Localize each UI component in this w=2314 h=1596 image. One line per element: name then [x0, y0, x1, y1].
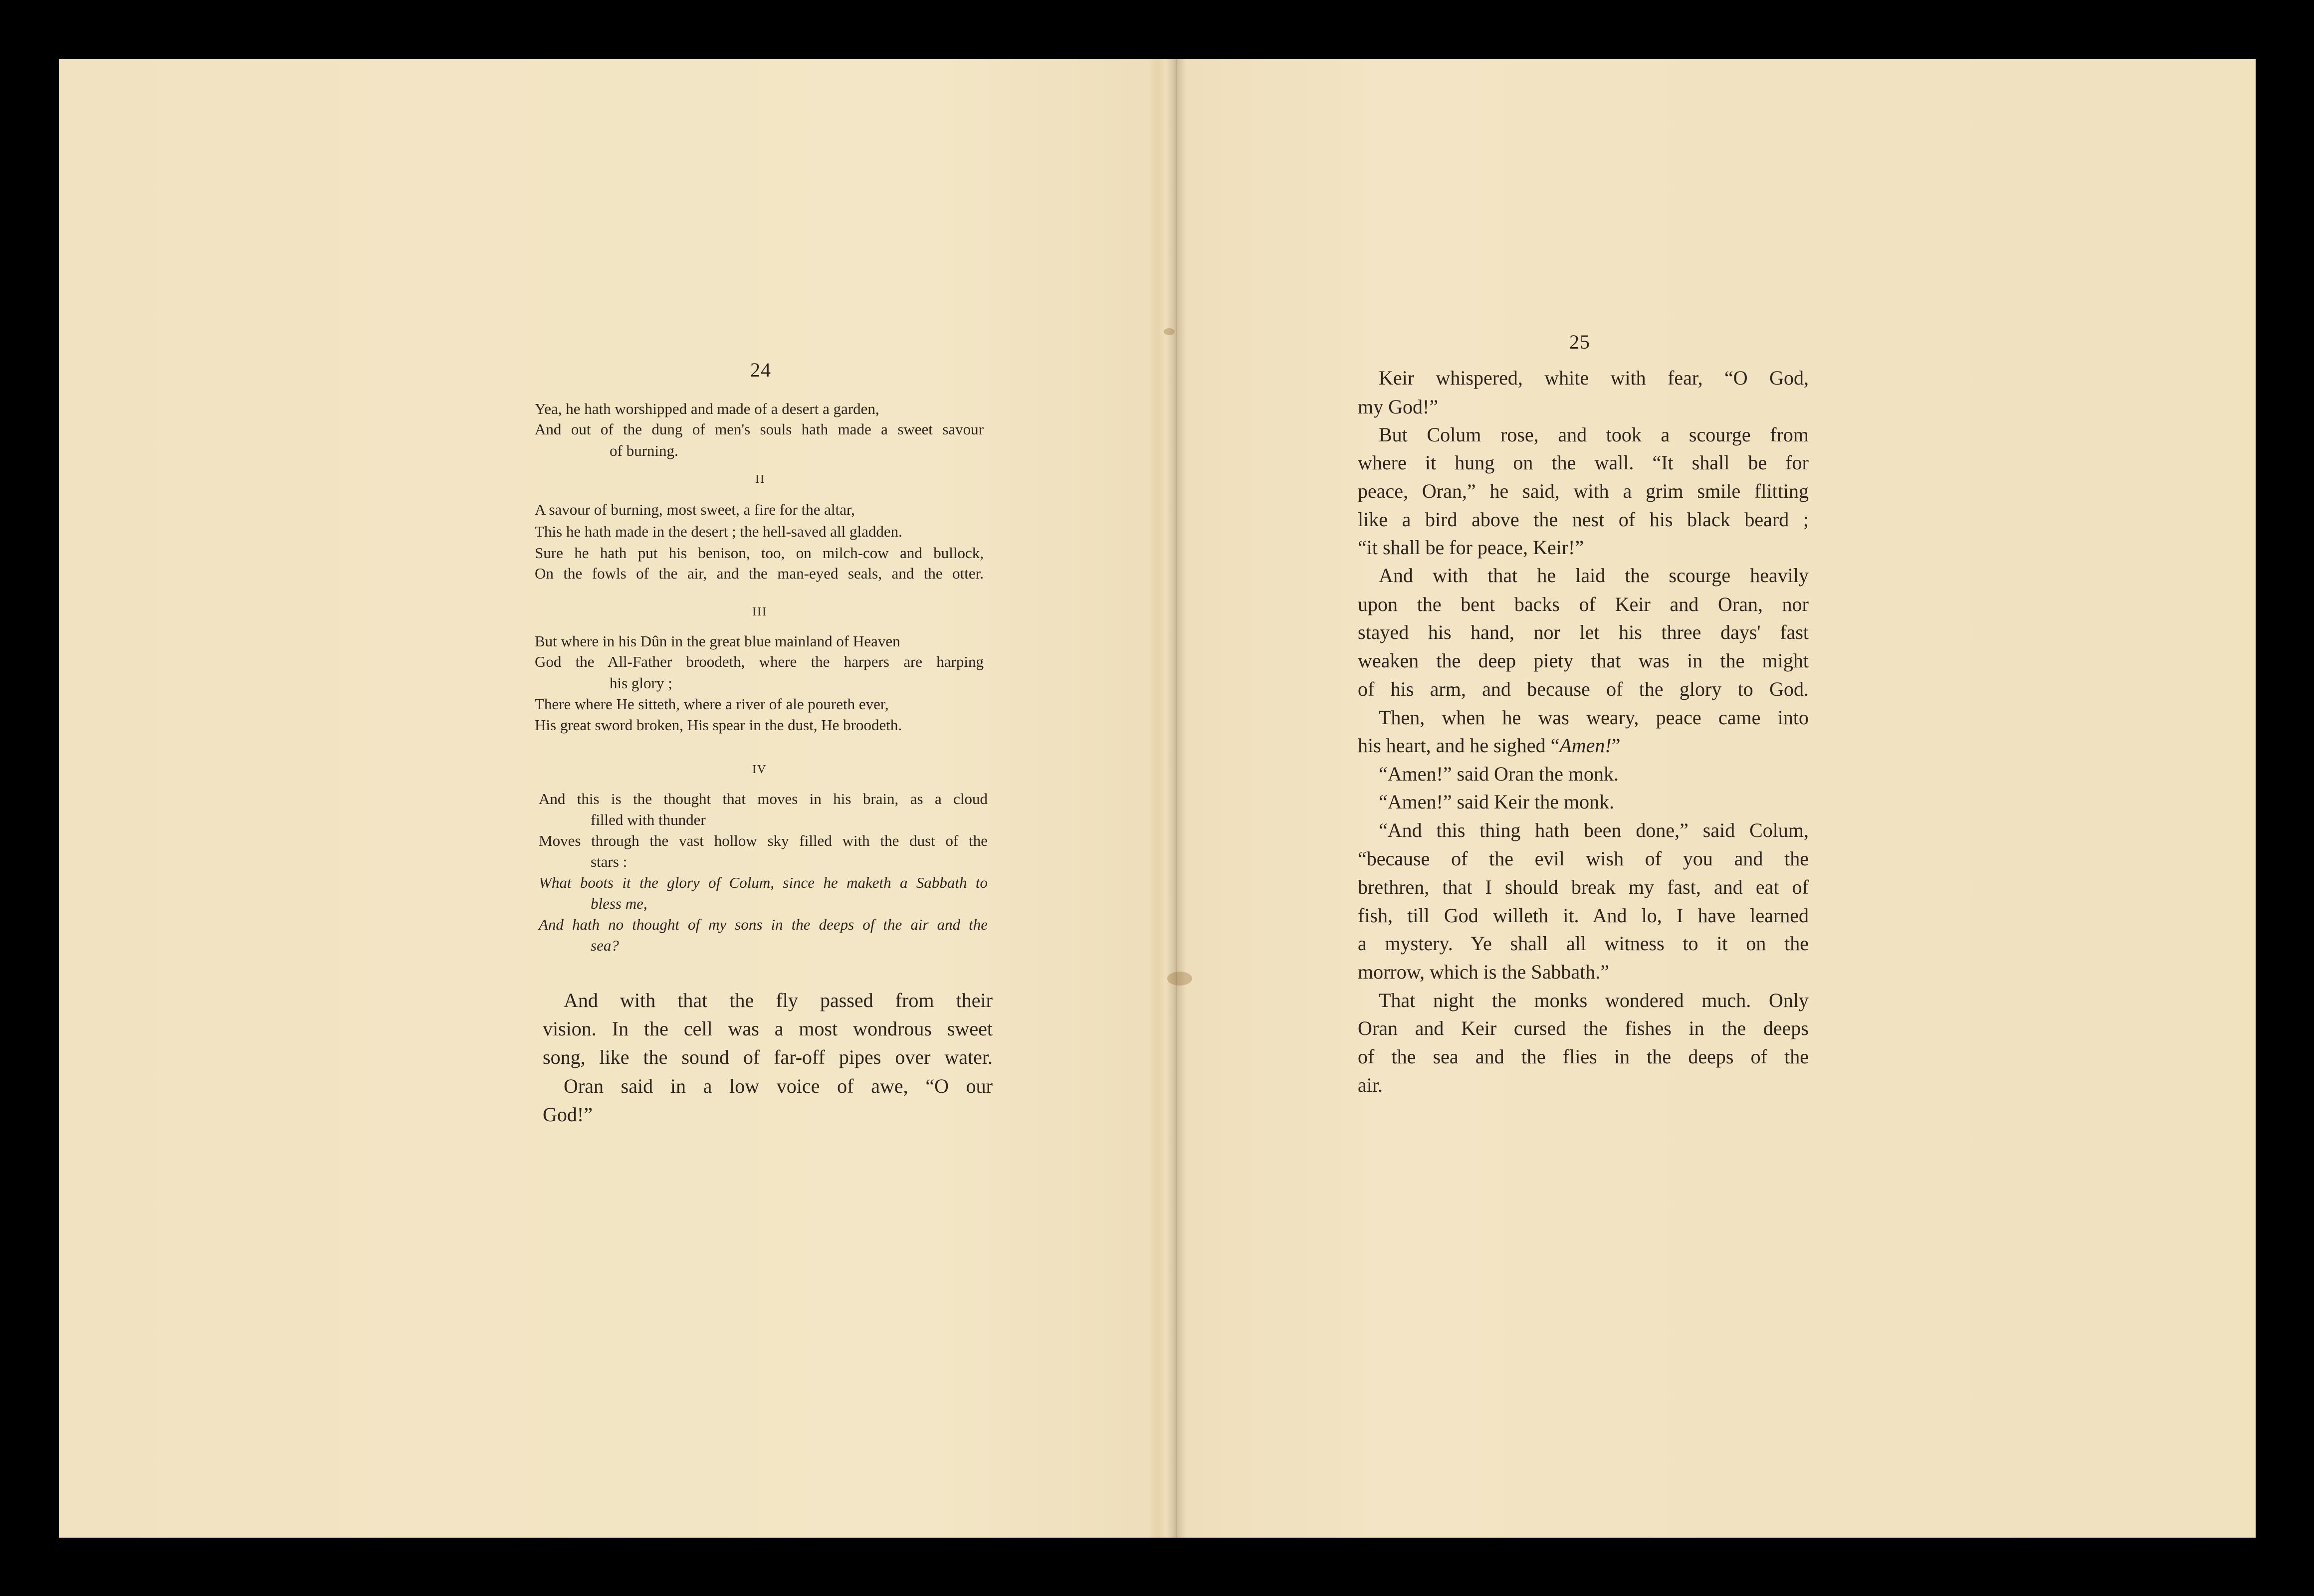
- poem-line: Yea, he hath worshipped and made of a desert a garden,: [535, 400, 879, 417]
- prose-line: of his arm, and because of the glory to God.: [1358, 678, 1809, 700]
- poem-line: There where He sitteth, where a river of ale poureth ever,: [535, 695, 889, 713]
- poem-line: of burning.: [610, 442, 678, 459]
- prose-line: But Colum rose, and took a scourge from: [1379, 423, 1809, 446]
- section-numeral: III: [752, 605, 767, 618]
- poem-line: filled with thunder: [591, 811, 706, 828]
- prose-line: “because of the evil wish of you and the: [1358, 847, 1809, 870]
- prose-line: That night the monks wondered much. Only: [1379, 989, 1809, 1011]
- right-page-number: 25: [1569, 331, 1590, 353]
- prose-line: fish, till God willeth it. And lo, I have learned: [1358, 904, 1809, 927]
- prose-text: ”: [1611, 734, 1621, 757]
- poem-line: his glory ;: [610, 674, 672, 692]
- section-numeral: IV: [752, 763, 767, 776]
- prose-text: his heart, and he sighed “: [1358, 734, 1560, 757]
- poem-line: What boots it the glory of Colum, since he maketh a Sabbath to: [539, 874, 988, 891]
- book-gutter: [1166, 59, 1186, 1538]
- poem-line: And out of the dung of men's souls hath made a sweet savour: [535, 420, 984, 438]
- prose-line: my God!”: [1358, 396, 1439, 418]
- prose-line: where it hung on the wall. “It shall be for: [1358, 451, 1809, 474]
- page-stain: [1167, 972, 1192, 986]
- page-stain: [1164, 328, 1175, 335]
- prose-line: Keir whispered, white with fear, “O God,: [1379, 367, 1809, 389]
- prose-line: of the sea and the flies in the deeps of the: [1358, 1045, 1809, 1068]
- prose-line: stayed his hand, nor let his three days' fast: [1358, 621, 1809, 643]
- poem-line: This he hath made in the desert ; the hell-saved all gladden.: [535, 523, 902, 540]
- section-numeral: II: [755, 473, 765, 486]
- poem-line: stars :: [591, 853, 628, 870]
- prose-line: air.: [1358, 1074, 1383, 1096]
- prose-line: “Amen!” said Oran the monk.: [1379, 763, 1619, 785]
- prose-line: And with that the fly passed from their: [564, 989, 993, 1011]
- prose-line: And with that he laid the scourge heavily: [1379, 564, 1809, 587]
- prose-line: upon the bent backs of Keir and Oran, nor: [1358, 593, 1809, 615]
- poem-line: Moves through the vast hollow sky filled with the dust of the: [539, 832, 988, 849]
- poem-line: bless me,: [591, 895, 647, 912]
- poem-line: His great sword broken, His spear in the dust, He broodeth.: [535, 716, 902, 734]
- poem-line: On the fowls of the air, and the man-eyed seals, and the otter.: [535, 565, 984, 582]
- poem-line: God the All-Father broodeth, where the harpers are harping: [535, 653, 984, 670]
- left-page-number: 24: [750, 359, 771, 381]
- prose-line: Oran and Keir cursed the fishes in the deeps: [1358, 1017, 1809, 1039]
- prose-italic-text: Amen!: [1559, 734, 1612, 757]
- prose-line: [1358, 736, 1621, 756]
- prose-line: a mystery. Ye shall all witness to it on the: [1358, 932, 1809, 955]
- poem-line: And this is the thought that moves in his brain, as a cloud: [539, 790, 988, 807]
- prose-line: Then, when he was weary, peace came into: [1379, 706, 1809, 729]
- prose-line: Oran said in a low voice of awe, “O our: [564, 1075, 993, 1097]
- prose-line: song, like the sound of far-off pipes over water.: [543, 1046, 993, 1068]
- prose-line: “it shall be for peace, Keir!”: [1358, 536, 1584, 559]
- prose-line: peace, Oran,” he said, with a grim smile flitting: [1358, 480, 1809, 502]
- poem-line: A savour of burning, most sweet, a fire for the altar,: [535, 501, 855, 518]
- prose-line: God!”: [543, 1103, 593, 1126]
- prose-line: “And this thing hath been done,” said Colum,: [1379, 819, 1809, 841]
- poem-line: But where in his Dûn in the great blue mainland of Heaven: [535, 632, 900, 650]
- prose-line: weaken the deep piety that was in the might: [1358, 649, 1809, 672]
- prose-line: morrow, which is the Sabbath.”: [1358, 961, 1609, 983]
- poem-line: Sure he hath put his benison, too, on milch-cow and bullock,: [535, 544, 984, 562]
- poem-line: sea?: [591, 937, 619, 954]
- prose-line: brethren, that I should break my fast, and eat of: [1358, 876, 1809, 898]
- book-spread: [59, 59, 2256, 1538]
- prose-line: vision. In the cell was a most wondrous sweet: [543, 1017, 993, 1040]
- poem-line: And hath no thought of my sons in the deeps of the air and the: [539, 916, 988, 933]
- prose-line: like a bird above the nest of his black beard ;: [1358, 508, 1809, 531]
- prose-line: “Amen!” said Keir the monk.: [1379, 791, 1615, 813]
